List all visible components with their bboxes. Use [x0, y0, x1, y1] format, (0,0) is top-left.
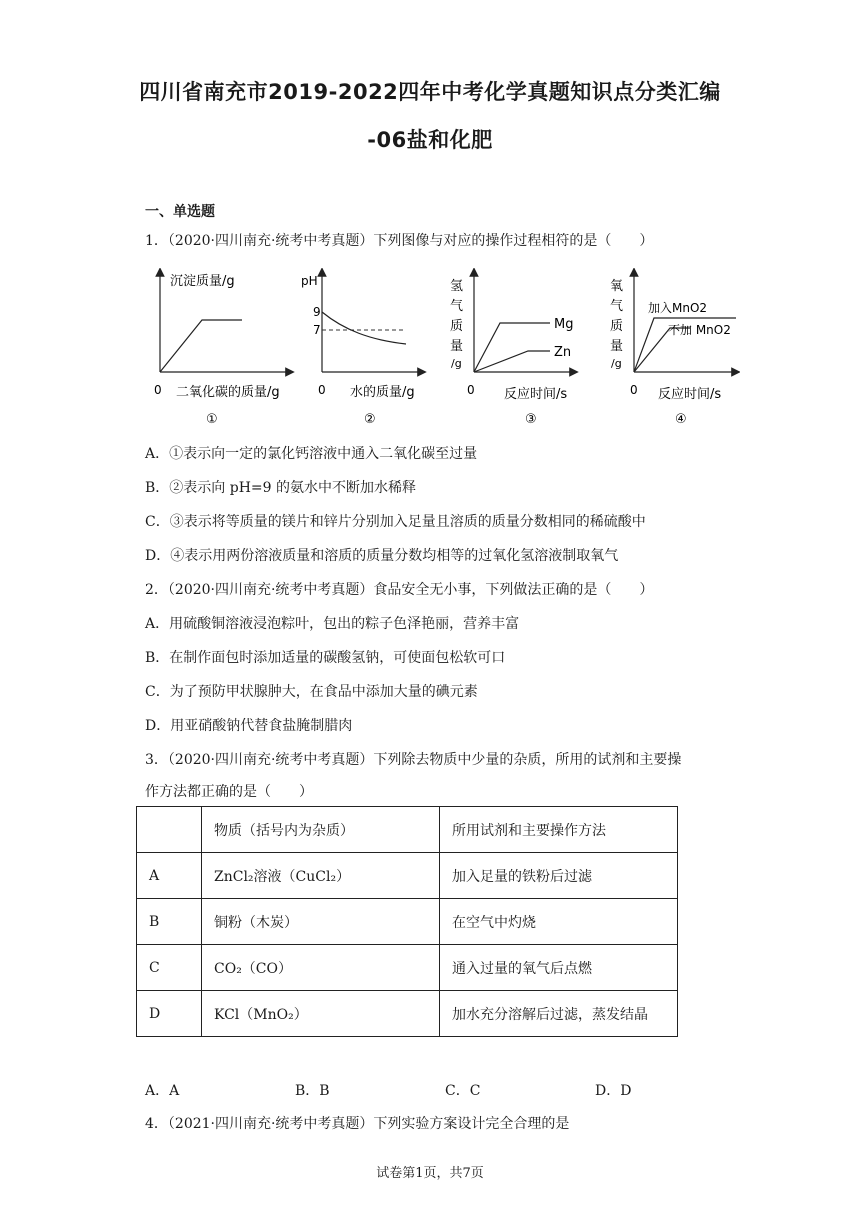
graph-3-curve-zn — [474, 351, 550, 372]
table-cell-method: 通入过量的氧气后点燃 — [440, 945, 678, 991]
table-cell-method: 在空气中灼烧 — [440, 899, 678, 945]
graph-4-xlabel: 反应时间/s — [658, 387, 722, 402]
graph-1-xlabel: 二氧化碳的质量/g — [176, 385, 280, 400]
q1-option-c: C．③表示将等质量的镁片和锌片分别加入足量且溶质的质量分数相同的稀硫酸中 — [145, 514, 646, 530]
page-footer: 试卷第1页，共7页 — [376, 1166, 484, 1181]
graph-1 — [154, 272, 290, 427]
graph-2 — [301, 272, 422, 427]
graph-3-yunit: /g — [451, 357, 462, 370]
q3-table — [136, 806, 678, 1037]
table-cell-label: D — [137, 991, 202, 1037]
graph-1-curve — [160, 320, 242, 372]
graph-4-series-mno2: 加入MnO2 — [648, 301, 708, 315]
graph-4-origin: 0 — [630, 383, 638, 397]
graph-2-tick-9: 9 — [313, 305, 321, 319]
table-header-cell: 所用试剂和主要操作方法 — [440, 807, 678, 853]
table-cell-substance: 铜粉（木炭） — [202, 899, 440, 945]
graph-3-ylabel-3: 质 — [450, 319, 464, 334]
q2-option-d: D．用亚硝酸钠代替食盐腌制腊肉 — [145, 718, 353, 734]
graph-4-ylabel-4: 量 — [610, 339, 624, 354]
table-cell-label: A — [137, 853, 202, 899]
page-title: 四川省南充市2019-2022四年中考化学真题知识点分类汇编 — [139, 80, 721, 104]
table-row — [137, 853, 678, 899]
q1-option-d: D．④表示用两份溶液质量和溶质的质量分数均相等的过氧化氢溶液制取氧气 — [145, 548, 619, 564]
graph-4-ylabel-3: 质 — [610, 319, 624, 334]
q3-stem-line2: 作方法都正确的是（ ） — [145, 784, 313, 800]
q2-option-b: B．在制作面包时添加适量的碳酸氢钠，可使面包松软可口 — [145, 650, 506, 666]
graph-1-ylabel: 沉淀质量/g — [170, 274, 235, 289]
table-cell-method: 加入足量的铁粉后过滤 — [440, 853, 678, 899]
graph-2-curve — [322, 312, 406, 344]
table-cell-label: B — [137, 899, 202, 945]
graph-3 — [450, 272, 574, 427]
graph-2-origin: 0 — [318, 383, 326, 397]
graph-1-number: ① — [206, 412, 218, 427]
graph-4-series-nomno2: 不加 MnO2 — [668, 323, 731, 337]
table-header-cell — [137, 807, 202, 853]
q2-stem: 2．（2020·四川南充·统考中考真题）食品安全无小事，下列做法正确的是（ ） — [145, 582, 654, 598]
q3-stem-line1: 3．（2020·四川南充·统考中考真题）下列除去物质中少量的杂质，所用的试剂和主要操 — [145, 752, 682, 768]
section-heading: 一、单选题 — [145, 204, 215, 220]
graph-2-tick-7: 7 — [313, 323, 321, 337]
q1-option-a: A．①表示向一定的氯化钙溶液中通入二氧化碳至过量 — [145, 446, 478, 462]
graph-3-ylabel-1: 氢 — [450, 279, 464, 294]
table-cell-method: 加水充分溶解后过滤，蒸发结晶 — [440, 991, 678, 1037]
graph-4-ylabel-2: 气 — [610, 299, 624, 314]
table-row — [137, 945, 678, 991]
graph-3-series-zn: Zn — [554, 345, 572, 360]
page-subtitle: -06盐和化肥 — [367, 128, 493, 152]
graph-4-number: ④ — [675, 412, 687, 427]
table-header-row — [137, 807, 678, 853]
table-header-cell: 物质（括号内为杂质） — [202, 807, 440, 853]
graph-2-ylabel: pH — [301, 274, 318, 288]
graph-3-curve-mg — [474, 323, 550, 372]
graph-3-origin: 0 — [467, 383, 475, 397]
table-cell-substance: ZnCl₂溶液（CuCl₂） — [202, 853, 440, 899]
graph-4-yunit: /g — [611, 357, 622, 370]
q3-choice-b: B．B — [295, 1083, 330, 1099]
table-cell-label: C — [137, 945, 202, 991]
q1-option-b: B．②表示向 pH=9 的氨水中不断加水稀释 — [145, 480, 416, 496]
q2-option-a: A．用硫酸铜溶液浸泡粽叶，包出的粽子色泽艳丽，营养丰富 — [145, 616, 520, 632]
graph-2-xlabel: 水的质量/g — [350, 385, 415, 400]
q3-choice-d: D．D — [595, 1083, 632, 1099]
graph-3-series-mg: Mg — [554, 317, 574, 332]
graph-3-ylabel-2: 气 — [450, 299, 464, 314]
table-cell-substance: CO₂（CO） — [202, 945, 440, 991]
table-row — [137, 899, 678, 945]
graph-4-ylabel-1: 氧 — [610, 279, 624, 294]
q1-graphs — [140, 268, 740, 438]
q3-choice-a: A．A — [145, 1083, 180, 1099]
graph-3-number: ③ — [525, 412, 537, 427]
graph-1-origin: 0 — [154, 383, 162, 397]
table-cell-substance: KCl（MnO₂） — [202, 991, 440, 1037]
graph-3-ylabel-4: 量 — [450, 339, 464, 354]
table-row — [137, 991, 678, 1037]
q4-stem: 4．（2021·四川南充·统考中考真题）下列实验方案设计完全合理的是 — [145, 1116, 570, 1132]
q3-choice-c: C．C — [445, 1083, 481, 1099]
q1-stem: 1．（2020·四川南充·统考中考真题）下列图像与对应的操作过程相符的是（ ） — [145, 233, 654, 249]
graph-2-number: ② — [364, 412, 376, 427]
q2-option-c: C．为了预防甲状腺肿大，在食品中添加大量的碘元素 — [145, 684, 478, 700]
graph-4 — [610, 272, 736, 427]
graph-3-xlabel: 反应时间/s — [504, 387, 568, 402]
